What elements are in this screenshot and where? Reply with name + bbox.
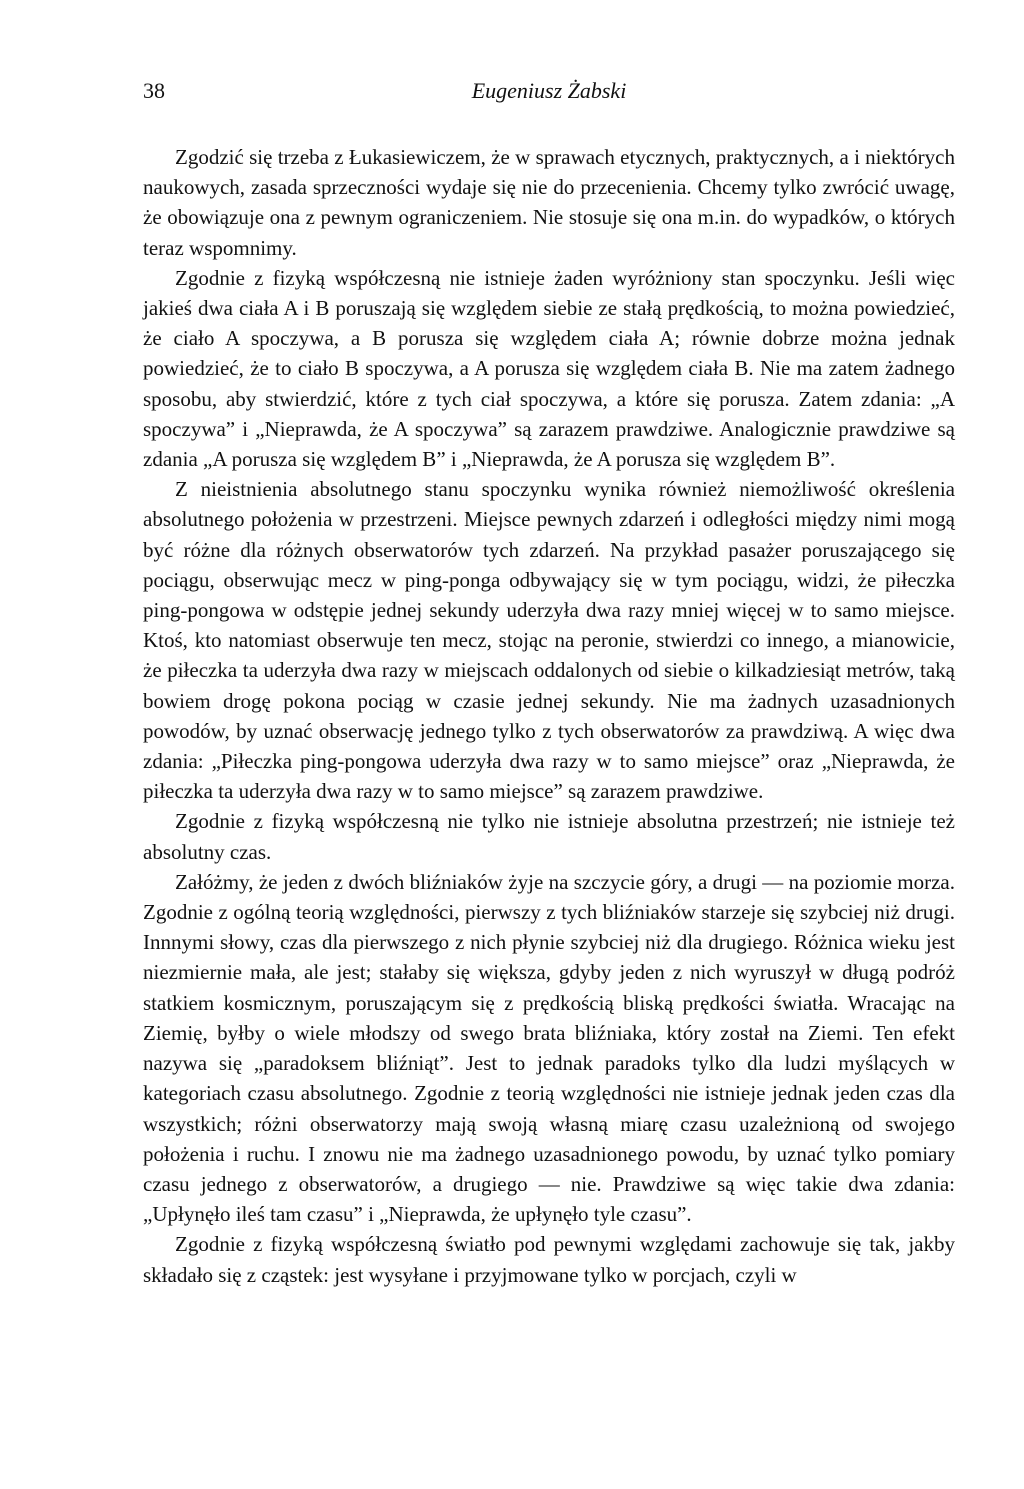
book-page	[143, 78, 955, 1290]
paragraph-5: Załóżmy, że jeden z dwóch bliźniaków żyje na szczycie góry, a drugi — na poziomie morza. Zgodnie z ogólną teorią względności, pierwszy z tych bliźniaków starzeje się szybciej niż drugi. Innnymi słowy, czas dla pierwszego z nich płynie szybciej niż dla drugiego. Różnica wieku jest niezmiernie mała, ale jest; stałaby się większa, gdyby jeden z nich wyruszył w długą podróż statkiem kosmicznym, poruszającym się z prędkością bliską prędkości światła. Wracając na Ziemię, byłby o wiele młodszy od swego brata bliźniaka, który został na Ziemi. Ten efekt nazywa się „paradoksem bliźniąt”. Jest to jednak paradoks tylko dla ludzi myślących w kategoriach czasu absolutnego. Zgodnie z teorią względności nie istnieje jednak jeden czas dla wszystkich; różni obserwatorzy mają swoją własną miarę czasu uzależnioną od swojego położenia i ruchu. I znowu nie ma żadnego uzasadnionego powodu, by uznać tylko pomiary czasu jednego z obserwatorów, a drugiego — nie. Prawdziwe są więc takie dwa zdania: „Upłynęło ileś tam czasu” i „Nieprawda, że upłynęło tyle czasu”.	[143, 869, 955, 1227]
paragraph-3: Z nieistnienia absolutnego stanu spoczynku wynika również niemożliwość określenia absolutnego położenia w przestrzeni. Miejsce pewnych zdarzeń i odległości między nimi mogą być różne dla różnych obserwatorów tych zdarzeń. Na przykład pasażer poruszającego się pociągu, obserwując mecz w ping-ponga odbywający się w tym pociągu, widzi, że piłeczka ping-pongowa w odstępie jednej sekundy uderzyła dwa razy mniej więcej w to samo miejsce. Ktoś, kto natomiast obserwuje ten mecz, stojąc na peronie, stwierdzi co innego, a mianowicie, że piłeczka ta uderzyła dwa razy w miejscach oddalonych od siebie o kilkadziesiąt metrów, taką bowiem drogę pokona pociąg w czasie jednej sekundy. Nie ma żadnych uzasadnionych powodów, by uznać obserwację jednego tylko z tych obserwatorów za prawdziwą. A więc dwa zdania: „Piłeczka ping-pongowa uderzyła dwa razy w to samo miejsce” oraz „Nieprawda, że piłeczka ta uderzyła dwa razy w to samo miejsce” są zarazem prawdziwe.	[143, 477, 955, 804]
paragraph-4: Zgodnie z fizyką współczesną nie tylko nie istnieje absolutna przestrzeń; nie istnieje też absolutny czas.	[143, 809, 955, 864]
paragraph-2: Zgodnie z fizyką współczesną nie istnieje żaden wyróżniony stan spoczynku. Jeśli więc jakieś dwa ciała A i B poruszają się względem siebie ze stałą prędkością, to można powiedzieć, że ciało A spoczywa, a B porusza się względem ciała A; równie dobrze można jednak powiedzieć, że to ciało B spoczywa, a A porusza się względem ciała B. Nie ma zatem żadnego sposobu, aby stwierdzić, które z tych ciał spoczywa, a które się porusza. Zatem zdania: „A spoczywa” i „Nieprawda, że A spoczywa” są zarazem prawdziwe. Analogicznie prawdziwe są zdania „A porusza się względem B” i „Nieprawda, że A porusza się względem B”.	[143, 265, 955, 472]
paragraph-6: Zgodnie z fizyką współczesną światło pod pewnymi względami zachowuje się tak, jakby składało się z cząstek: jest wysyłane i przyjmowane tylko w porcjach, czyli w	[143, 1232, 955, 1287]
running-title: Eugeniusz Żabski	[471, 78, 627, 103]
paragraph-1: Zgodzić się trzeba z Łukasiewiczem, że w sprawach etycznych, praktycznych, a i niektórych naukowych, zasada sprzeczności wydaje się nie do przecenienia. Chcemy tylko zwrócić uwagę, że obowiązuje ona z pewnym ograniczeniem. Nie stosuje się ona m.in. do wypadków, o których teraz wspomnimy.	[143, 145, 955, 260]
page-header	[143, 78, 955, 108]
body-text	[143, 142, 955, 1290]
page-number: 38	[143, 78, 165, 103]
